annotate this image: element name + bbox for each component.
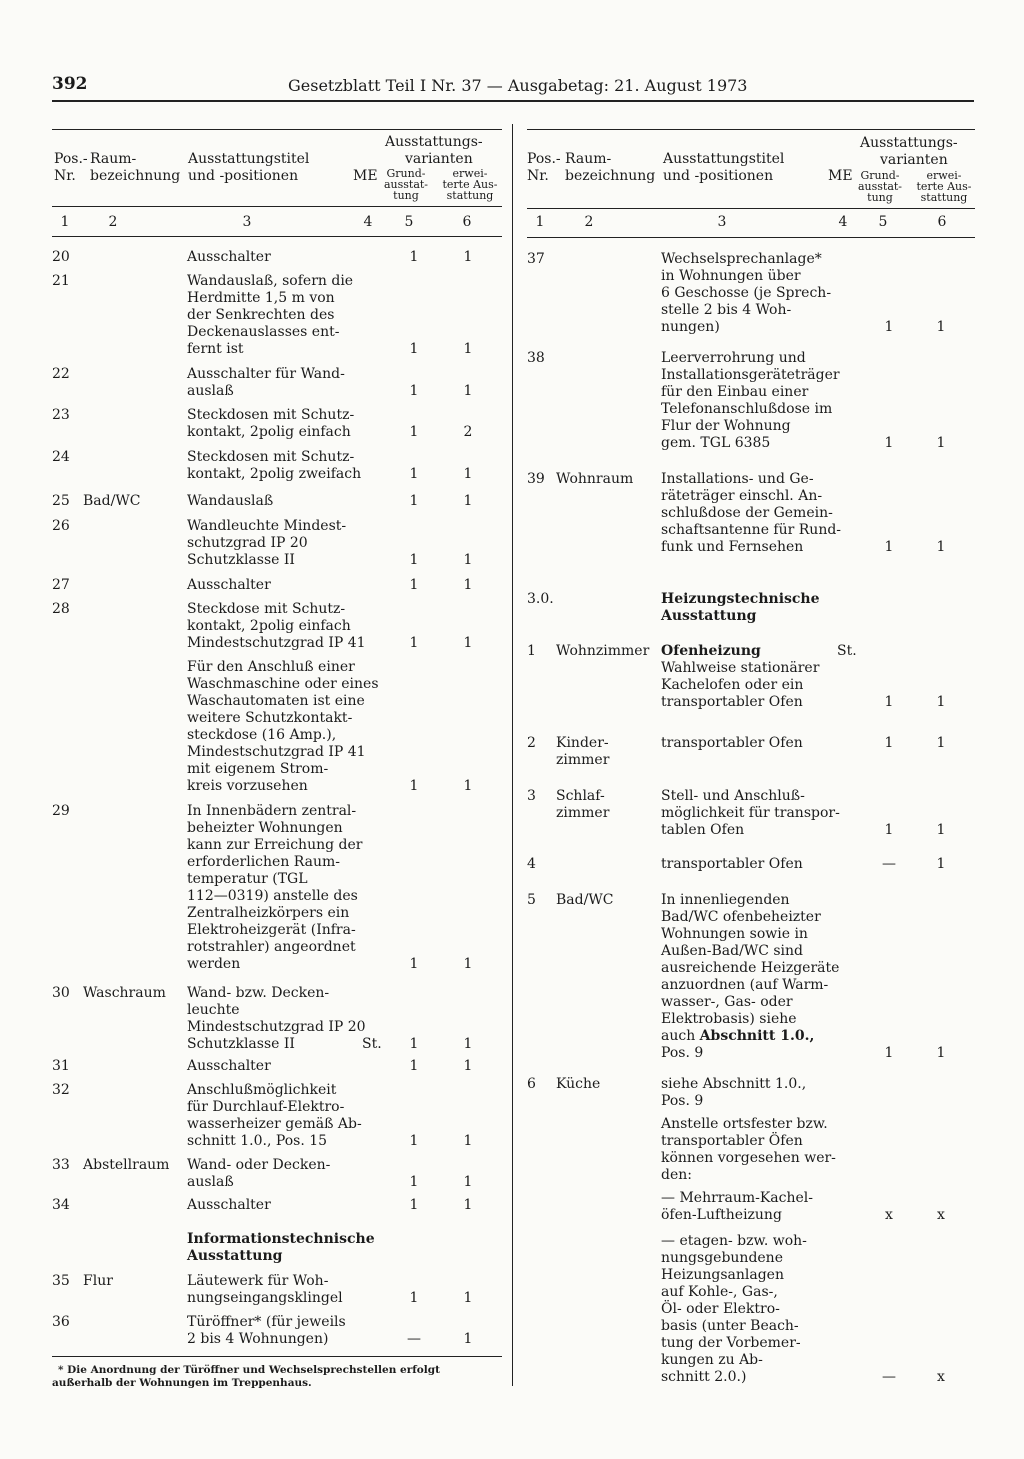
row-value-basic: 1 bbox=[409, 778, 419, 794]
row-description-line: Wechselsprechanlage* bbox=[661, 251, 822, 267]
row-value-extended: 1 bbox=[936, 1045, 946, 1061]
row-value-extended: 1 bbox=[463, 1331, 473, 1347]
row-pos-number: 2 bbox=[527, 735, 536, 751]
row-description-line: möglichkeit für transpor- bbox=[661, 805, 840, 821]
row-description-line: für Durchlauf-Elektro- bbox=[187, 1099, 345, 1115]
hdr-me-r: ME bbox=[828, 168, 853, 184]
row-description-line: Herdmitte 1,5 m von bbox=[187, 290, 335, 306]
hdr-pos: Pos.- bbox=[54, 151, 88, 167]
row-description-line: Anstelle ortsfester bzw. bbox=[661, 1116, 828, 1132]
row-description-line: Steckdose mit Schutz- bbox=[187, 601, 346, 617]
row-description-line: transportabler Ofen bbox=[661, 694, 803, 710]
row-pos-number: 35 bbox=[52, 1273, 70, 1289]
row-pos-number: 34 bbox=[52, 1197, 70, 1213]
row-value-basic: 1 bbox=[409, 577, 419, 593]
row-value-basic: 1 bbox=[409, 466, 419, 482]
row-value-basic: 1 bbox=[409, 552, 419, 568]
hdr-erw-r: erwei- bbox=[926, 169, 962, 182]
row-description-line: Steckdosen mit Schutz- bbox=[187, 449, 355, 465]
row-value-basic: 1 bbox=[409, 341, 419, 357]
hdr-bezeichnung: bezeichnung bbox=[90, 168, 181, 184]
row-value-basic: 1 bbox=[409, 424, 419, 440]
row-pos-number: 3.0. bbox=[527, 591, 554, 607]
row-description-line: Ausschalter bbox=[187, 1058, 271, 1074]
hdr-grund3-r: tung bbox=[867, 191, 893, 204]
row-description-line: kungen zu Ab- bbox=[661, 1352, 763, 1368]
row-description-line: — Mehrraum-Kachel- bbox=[661, 1190, 813, 1206]
row-pos-number: 21 bbox=[52, 273, 70, 289]
row-description-line: Elektroheizgerät (Infra- bbox=[187, 922, 356, 938]
row-value-basic: x bbox=[885, 1207, 893, 1223]
hdr-titel-r: Ausstattungstitel bbox=[663, 151, 785, 167]
hdr-positionen-r: und -positionen bbox=[663, 168, 774, 184]
row-value-extended: 1 bbox=[463, 383, 473, 399]
hdr-raum-r: Raum- bbox=[565, 151, 612, 167]
row-description-line: 112—0319) anstelle des bbox=[187, 888, 358, 904]
hdr-erw3: stattung bbox=[446, 189, 494, 202]
colnum-3: 3 bbox=[242, 214, 252, 230]
row-pos-number: 24 bbox=[52, 449, 70, 465]
hdr-varianten2-r: varianten bbox=[880, 152, 948, 168]
row-description-line: Telefonanschlußdose im bbox=[661, 401, 833, 417]
row-description-line: transportabler Ofen bbox=[661, 735, 803, 751]
row-description-line: — etagen- bzw. woh- bbox=[661, 1233, 807, 1249]
row-description-line: weitere Schutzkontakt- bbox=[187, 710, 353, 726]
row-pos-number: 33 bbox=[52, 1157, 70, 1173]
row-pos-number: 26 bbox=[52, 518, 70, 534]
row-value-extended: 1 bbox=[463, 493, 473, 509]
row-pos-number: 20 bbox=[52, 249, 70, 265]
row-description-line: Wahlweise stationärer bbox=[661, 660, 820, 676]
row-description-line: Waschmaschine oder eines bbox=[187, 676, 379, 692]
row-description-line: Deckenauslasses ent- bbox=[187, 324, 340, 340]
row-pos-number: 30 bbox=[52, 985, 70, 1001]
row-description-line: Pos. 9 bbox=[661, 1093, 704, 1109]
hdr-varianten2: varianten bbox=[405, 151, 473, 167]
row-description-line: Wandauslaß, sofern die bbox=[187, 273, 354, 289]
row-description-line: Öl- oder Elektro- bbox=[661, 1301, 780, 1317]
hdr-erw3-r: stattung bbox=[920, 191, 968, 204]
row-value-extended: 1 bbox=[936, 822, 946, 838]
row-description-line: rotstrahler) angeordnet bbox=[187, 939, 356, 955]
row-description-line: Informationstechnische bbox=[187, 1231, 375, 1247]
row-description-line: wasserheizer gemäß Ab- bbox=[187, 1116, 362, 1132]
row-description-line: kontakt, 2polig zweifach bbox=[187, 466, 362, 482]
row-value-basic: 1 bbox=[409, 956, 419, 972]
row-description-line: tablen Ofen bbox=[661, 822, 745, 838]
row-description-line: schaftsantenne für Rund- bbox=[661, 522, 842, 538]
row-description-line: transportabler Öfen bbox=[661, 1133, 803, 1149]
row-value-basic: 1 bbox=[884, 435, 894, 451]
row-description-line: Ausstattung bbox=[661, 608, 757, 624]
row-value-extended: 1 bbox=[936, 539, 946, 555]
row-value-basic: 1 bbox=[884, 319, 894, 335]
row-description-line: funk und Fernsehen bbox=[661, 539, 804, 555]
row-value-basic: 1 bbox=[409, 1058, 419, 1074]
row-description-line: öfen-Luftheizung bbox=[661, 1207, 782, 1223]
row-description-line: leuchte bbox=[187, 1002, 240, 1018]
row-description-line: schlußdose der Gemein- bbox=[661, 505, 833, 521]
row-room-label: Waschraum bbox=[83, 985, 166, 1001]
row-description-line: Stell- und Anschluß- bbox=[661, 788, 805, 804]
row-value-basic: 1 bbox=[409, 1133, 419, 1149]
row-room-label: Schlaf- bbox=[556, 788, 605, 804]
row-description-line: Läutewerk für Woh- bbox=[187, 1273, 329, 1289]
footnote-line-2: außerhalb der Wohnungen im Treppenhaus. bbox=[52, 1377, 312, 1389]
row-value-extended: 1 bbox=[936, 735, 946, 751]
row-pos-number: 6 bbox=[527, 1076, 536, 1092]
row-value-extended: 1 bbox=[463, 635, 473, 651]
row-value-basic: 1 bbox=[884, 1045, 894, 1061]
row-description-line: tung der Vorbemer- bbox=[661, 1335, 801, 1351]
row-value-basic: — bbox=[882, 1369, 896, 1385]
row-description-line: 2 bis 4 Wohnungen) bbox=[187, 1331, 329, 1347]
hdr-bezeichnung-r: bezeichnung bbox=[565, 168, 656, 184]
hdr-erw: erwei- bbox=[452, 167, 488, 180]
row-description-line: Ausstattung bbox=[187, 1248, 283, 1264]
row-description-line: basis (unter Beach- bbox=[661, 1318, 799, 1334]
row-description-line: Türöffner* (für jeweils bbox=[187, 1314, 346, 1330]
row-value-extended: 2 bbox=[463, 424, 473, 440]
row-pos-number: 37 bbox=[527, 251, 545, 267]
hdr-nr-r: Nr. bbox=[527, 168, 549, 184]
row-description-line: Waschautomaten ist eine bbox=[187, 693, 365, 709]
row-description-line: Heizungsanlagen bbox=[661, 1267, 784, 1283]
row-value-extended: 1 bbox=[936, 694, 946, 710]
row-pos-number: 23 bbox=[52, 407, 70, 423]
colnum-1-r: 1 bbox=[535, 214, 545, 230]
row-pos-number: 27 bbox=[52, 577, 70, 593]
row-description-line: Schutzklasse II bbox=[187, 552, 295, 568]
row-description-line: Leerverrohrung und bbox=[661, 350, 806, 366]
row-value-basic: 1 bbox=[884, 735, 894, 751]
hdr-grund2: ausstat- bbox=[383, 178, 429, 191]
row-description-line: werden bbox=[187, 956, 241, 972]
row-pos-number: 22 bbox=[52, 366, 70, 382]
row-description-line: schnitt 2.0.) bbox=[661, 1369, 747, 1385]
row-description-line: Pos. 9 bbox=[661, 1045, 704, 1061]
row-room-label: Bad/WC bbox=[83, 493, 141, 509]
row-room-label: Wohnzimmer bbox=[556, 643, 650, 659]
row-value-extended: 1 bbox=[936, 856, 946, 872]
colnum-5-r: 5 bbox=[878, 214, 888, 230]
row-description-line: Mindestschutzgrad IP 20 bbox=[187, 1019, 366, 1035]
row-description-line: siehe Abschnitt 1.0., bbox=[661, 1076, 807, 1092]
row-description-line: temperatur (TGL bbox=[187, 871, 308, 887]
row-description-line: nungsgebundene bbox=[661, 1250, 783, 1266]
row-pos-number: 3 bbox=[527, 788, 536, 804]
row-description-line: für den Einbau einer bbox=[661, 384, 809, 400]
row-value-extended: x bbox=[937, 1369, 945, 1385]
row-description-line: Mindestschutzgrad IP 41 bbox=[187, 744, 366, 760]
row-description-line: mit eigenem Strom- bbox=[187, 761, 329, 777]
row-description-line: stelle 2 bis 4 Woh- bbox=[661, 302, 792, 318]
hdr-varianten-r: Ausstattungs- bbox=[860, 135, 958, 151]
row-pos-number: 25 bbox=[52, 493, 70, 509]
running-head: Gesetzblatt Teil I Nr. 37 — Ausgabetag: 21. August 1973 bbox=[288, 76, 748, 95]
row-pos-number: 4 bbox=[527, 856, 536, 872]
hdr-erw2-r: terte Aus- bbox=[916, 180, 972, 193]
row-description-line: Zentralheizkörpers ein bbox=[187, 905, 350, 921]
row-description-line: 6 Geschosse (je Sprech- bbox=[661, 285, 832, 301]
row-description-line: ausreichende Heizgeräte bbox=[661, 960, 840, 976]
row-value-basic: 1 bbox=[409, 1290, 419, 1306]
colnum-6-r: 6 bbox=[937, 214, 947, 230]
hdr-titel: Ausstattungstitel bbox=[188, 151, 310, 167]
row-description-line: wasser-, Gas- oder bbox=[661, 994, 793, 1010]
hdr-varianten: Ausstattungs- bbox=[385, 134, 483, 150]
row-room-label: zimmer bbox=[556, 805, 610, 821]
row-description-line: Ausschalter bbox=[187, 1197, 271, 1213]
row-value-basic: 1 bbox=[884, 539, 894, 555]
row-description-line: gem. TGL 6385 bbox=[661, 435, 771, 451]
row-description-line: schnitt 1.0., Pos. 15 bbox=[187, 1133, 328, 1149]
row-value-basic: — bbox=[407, 1331, 421, 1347]
row-description-line: Ausschalter für Wand- bbox=[187, 366, 345, 382]
row-value-extended: 1 bbox=[463, 341, 473, 357]
row-description-line: transportabler Ofen bbox=[661, 856, 803, 872]
row-description-line: Mindestschutzgrad IP 41 bbox=[187, 635, 366, 651]
page-number: 392 bbox=[52, 74, 88, 94]
row-value-extended: 1 bbox=[463, 1036, 473, 1052]
row-description-line: In Innenbädern zentral- bbox=[187, 803, 357, 819]
hdr-grund: Grund- bbox=[386, 167, 426, 180]
row-pos-number: 31 bbox=[52, 1058, 70, 1074]
row-description-line: den: bbox=[661, 1167, 692, 1183]
row-description-line: Wand- bzw. Decken- bbox=[187, 985, 330, 1001]
row-room-label: Kinder- bbox=[556, 735, 609, 751]
row-description-line: Ofenheizung bbox=[661, 643, 761, 659]
row-value-basic: 1 bbox=[409, 493, 419, 509]
row-description-line: Steckdosen mit Schutz- bbox=[187, 407, 355, 423]
colnum-4-r: 4 bbox=[838, 214, 848, 230]
row-description-line: In innenliegenden bbox=[661, 892, 790, 908]
row-description-line: räteträger einschl. An- bbox=[661, 488, 823, 504]
row-pos-number: 1 bbox=[527, 643, 536, 659]
row-value-basic: 1 bbox=[409, 1174, 419, 1190]
row-room-label: Bad/WC bbox=[556, 892, 614, 908]
row-pos-number: 38 bbox=[527, 350, 545, 366]
row-value-basic: 1 bbox=[884, 694, 894, 710]
row-description-line: anzuordnen (auf Warm- bbox=[661, 977, 829, 993]
row-description-line: schutzgrad IP 20 bbox=[187, 535, 308, 551]
row-value-basic: 1 bbox=[409, 1197, 419, 1213]
row-value-basic: 1 bbox=[409, 383, 419, 399]
row-description-line: Wohnungen sowie in bbox=[661, 926, 808, 942]
row-description-line: fernt ist bbox=[187, 341, 244, 357]
hdr-pos-r: Pos.- bbox=[527, 151, 561, 167]
row-description-line: beheizter Wohnungen bbox=[187, 820, 343, 836]
colnum-4: 4 bbox=[363, 214, 373, 230]
row-value-extended: x bbox=[937, 1207, 945, 1223]
row-room-label: Wohnraum bbox=[556, 471, 634, 487]
row-pos-number: 5 bbox=[527, 892, 536, 908]
hdr-grund2-r: ausstat- bbox=[857, 180, 903, 193]
row-description-line: Flur der Wohnung bbox=[661, 418, 791, 434]
row-room-label: Küche bbox=[556, 1076, 601, 1092]
row-description-line: Installations- und Ge- bbox=[661, 471, 814, 487]
row-value-extended: 1 bbox=[463, 466, 473, 482]
row-value-extended: 1 bbox=[463, 1197, 473, 1213]
hdr-grund-r: Grund- bbox=[860, 169, 900, 182]
row-value-extended: 1 bbox=[463, 1290, 473, 1306]
row-description-line: Bad/WC ofenbeheizter bbox=[661, 909, 821, 925]
row-description-line: nungseingangsklingel bbox=[187, 1290, 343, 1306]
row-pos-number: 28 bbox=[52, 601, 70, 617]
row-description-line: Anschlußmöglichkeit bbox=[187, 1082, 337, 1098]
row-room-label: zimmer bbox=[556, 752, 610, 768]
colnum-6: 6 bbox=[462, 214, 472, 230]
footnote-line-1: * Die Anordnung der Türöffner und Wechselsprechstellen erfolgt bbox=[58, 1364, 440, 1376]
colnum-2: 2 bbox=[108, 214, 118, 230]
row-description-line: Wandleuchte Mindest- bbox=[187, 518, 347, 534]
row-description-line: nungen) bbox=[661, 319, 720, 335]
row-value-extended: 1 bbox=[463, 1133, 473, 1149]
hdr-nr: Nr. bbox=[54, 168, 76, 184]
row-value-basic: 1 bbox=[409, 249, 419, 265]
hdr-erw2: terte Aus- bbox=[442, 178, 498, 191]
row-unit: St. bbox=[362, 1036, 382, 1052]
row-value-extended: 1 bbox=[463, 577, 473, 593]
row-value-extended: 1 bbox=[463, 1058, 473, 1074]
row-description-line: Für den Anschluß einer bbox=[187, 659, 355, 675]
head-rule bbox=[52, 100, 974, 102]
row-description-line: können vorgesehen wer- bbox=[661, 1150, 836, 1166]
row-description-line: kann zur Erreichung der bbox=[187, 837, 363, 853]
row-description-line: Heizungstechnische bbox=[661, 591, 820, 607]
row-description-line: Außen-Bad/WC sind bbox=[661, 943, 804, 959]
row-value-basic: 1 bbox=[409, 1036, 419, 1052]
row-value-extended: 1 bbox=[463, 1174, 473, 1190]
colnum-2-r: 2 bbox=[584, 214, 594, 230]
hdr-positionen: und -positionen bbox=[188, 168, 299, 184]
row-pos-number: 39 bbox=[527, 471, 545, 487]
row-description-line: in Wohnungen über bbox=[661, 268, 801, 284]
colnum-3-r: 3 bbox=[717, 214, 727, 230]
row-pos-number: 29 bbox=[52, 803, 70, 819]
row-description-line: kontakt, 2polig einfach bbox=[187, 424, 351, 440]
colnum-5: 5 bbox=[404, 214, 414, 230]
row-room-label: Flur bbox=[83, 1273, 113, 1289]
column-divider bbox=[512, 124, 513, 1386]
row-value-extended: 1 bbox=[463, 249, 473, 265]
colnum-1: 1 bbox=[60, 214, 70, 230]
hdr-me: ME bbox=[353, 168, 378, 184]
row-value-extended: 1 bbox=[463, 956, 473, 972]
row-value-basic: 1 bbox=[884, 822, 894, 838]
row-description-line: der Senkrechten des bbox=[187, 307, 335, 323]
row-value-extended: 1 bbox=[463, 552, 473, 568]
row-pos-number: 36 bbox=[52, 1314, 70, 1330]
row-value-extended: 1 bbox=[936, 435, 946, 451]
row-description-line: Schutzklasse II bbox=[187, 1036, 295, 1052]
row-pos-number: 32 bbox=[52, 1082, 70, 1098]
row-description-line: Ausschalter bbox=[187, 577, 271, 593]
row-description-line: auch Abschnitt 1.0., bbox=[661, 1028, 815, 1044]
row-description-line: Elektrobasis) siehe bbox=[661, 1011, 797, 1027]
row-value-extended: 1 bbox=[463, 778, 473, 794]
row-description-line: erforderlichen Raum- bbox=[187, 854, 341, 870]
row-description-line: Installationsgeräteträger bbox=[661, 367, 840, 383]
row-unit: St. bbox=[837, 643, 857, 659]
row-description-line: Wandauslaß bbox=[187, 493, 274, 509]
row-value-basic: 1 bbox=[409, 635, 419, 651]
row-description-line: Wand- oder Decken- bbox=[187, 1157, 331, 1173]
row-description-line: auslaß bbox=[187, 383, 234, 399]
row-description-line: kontakt, 2polig einfach bbox=[187, 618, 351, 634]
row-description-line: auslaß bbox=[187, 1174, 234, 1190]
hdr-raum: Raum- bbox=[90, 151, 137, 167]
row-room-label: Abstellraum bbox=[83, 1157, 170, 1173]
footnote-rule bbox=[52, 1356, 502, 1357]
row-description-line: auf Kohle-, Gas-, bbox=[661, 1284, 778, 1300]
row-description-line: kreis vorzusehen bbox=[187, 778, 308, 794]
row-value-extended: 1 bbox=[936, 319, 946, 335]
row-description-line: Ausschalter bbox=[187, 249, 271, 265]
row-description-line: steckdose (16 Amp.), bbox=[187, 727, 337, 743]
hdr-grund3: tung bbox=[393, 189, 419, 202]
row-value-basic: — bbox=[882, 856, 896, 872]
row-description-line: Kachelofen oder ein bbox=[661, 677, 804, 693]
